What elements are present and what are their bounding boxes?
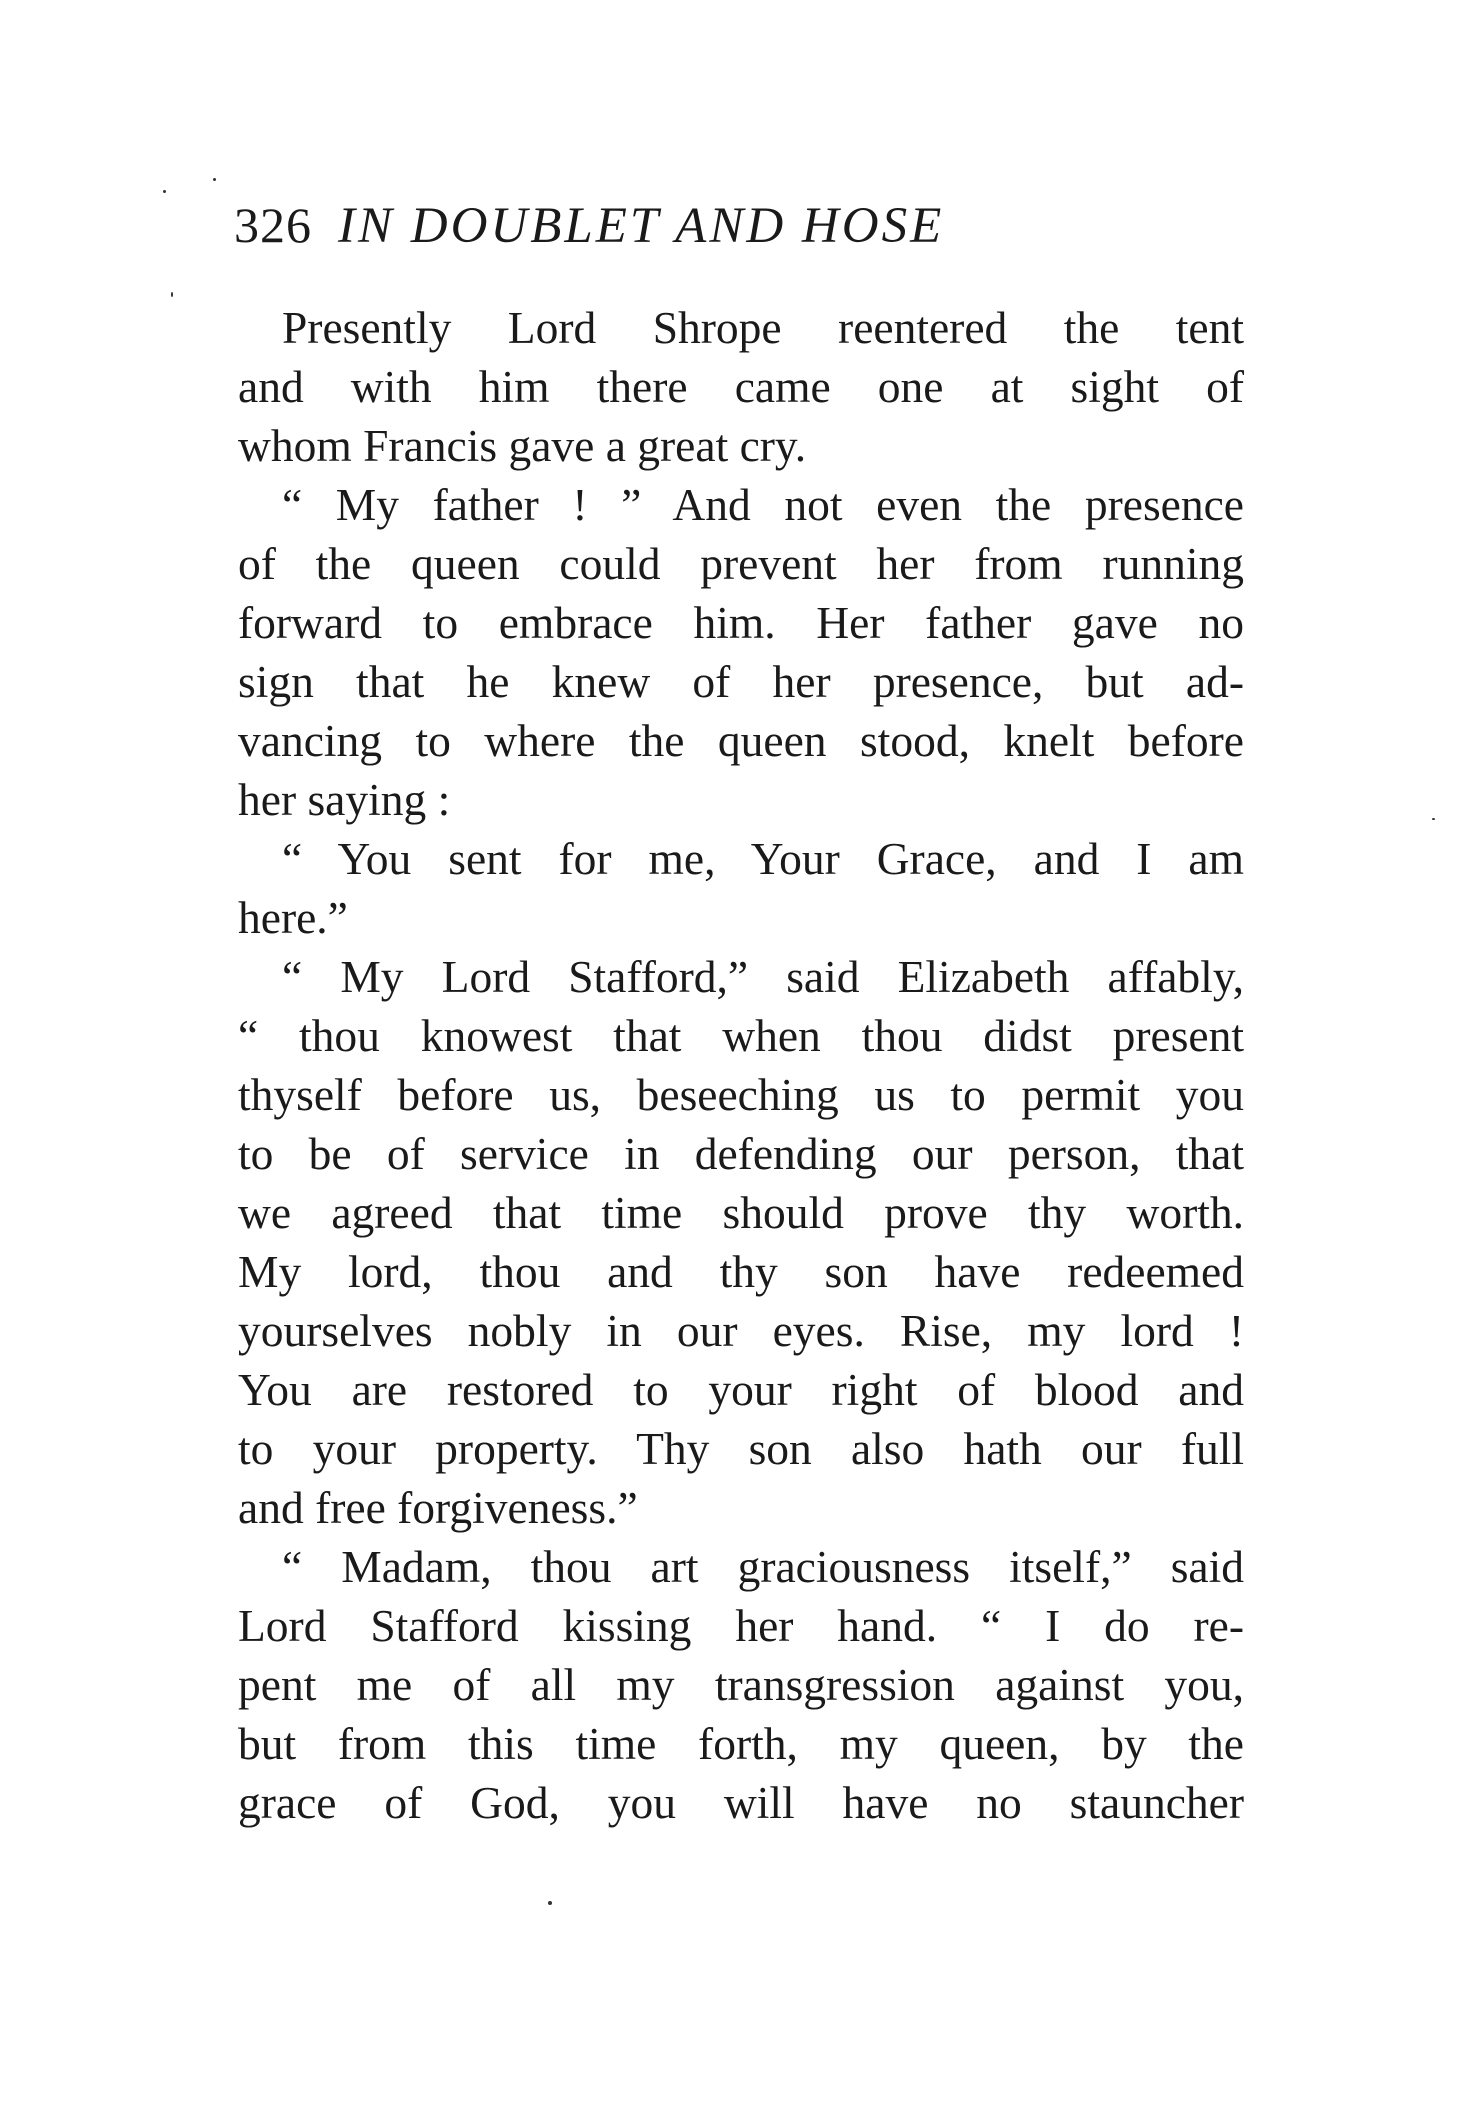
text-line: “ You sent for me, Your Grace, and I am bbox=[282, 833, 1244, 884]
text-line: “ My Lord Stafford,” said Elizabeth affably, bbox=[282, 951, 1244, 1002]
scan-speck bbox=[213, 178, 216, 181]
page-header bbox=[234, 196, 1244, 266]
body-text bbox=[238, 298, 1244, 1832]
text-line: whom Francis gave a great cry. bbox=[238, 420, 807, 471]
running-head: IN DOUBLET AND HOSE bbox=[338, 198, 945, 254]
text-line: Presently Lord Shrope reentered the tent bbox=[282, 302, 1244, 353]
text-line: forward to embrace him. Her father gave no bbox=[238, 597, 1244, 648]
text-line: we agreed that time should prove thy worth. bbox=[238, 1187, 1244, 1238]
page-number: 326 bbox=[234, 197, 312, 253]
text-line: pent me of all my transgression against you, bbox=[238, 1659, 1244, 1710]
text-line: “ thou knowest that when thou didst present bbox=[238, 1010, 1244, 1061]
text-line: and with him there came one at sight of bbox=[238, 361, 1244, 412]
scan-speck bbox=[1432, 818, 1435, 820]
text-line: to be of service in defending our person, that bbox=[238, 1128, 1244, 1179]
text-line: “ My father ! ” And not even the presence bbox=[282, 479, 1244, 530]
scan-speck bbox=[163, 190, 166, 193]
scan-speck bbox=[171, 292, 173, 297]
text-line: grace of God, you will have no stauncher bbox=[238, 1777, 1244, 1828]
text-line: of the queen could prevent her from running bbox=[238, 538, 1244, 589]
text-line: Lord Stafford kissing her hand. “ I do re- bbox=[238, 1600, 1244, 1651]
text-line: and free forgiveness.” bbox=[238, 1482, 638, 1533]
text-line: “ Madam, thou art graciousness itself,” said bbox=[282, 1541, 1244, 1592]
text-line: vancing to where the queen stood, knelt before bbox=[238, 715, 1244, 766]
text-line: thyself before us, beseeching us to permit you bbox=[238, 1069, 1244, 1120]
text-line: My lord, thou and thy son have redeemed bbox=[238, 1246, 1244, 1297]
text-line: her saying : bbox=[238, 774, 451, 825]
scan-speck bbox=[548, 1901, 552, 1905]
text-line: yourselves nobly in our eyes. Rise, my lord ! bbox=[238, 1305, 1244, 1356]
text-line: sign that he knew of her presence, but ad- bbox=[238, 656, 1244, 707]
text-line: to your property. Thy son also hath our full bbox=[238, 1423, 1244, 1474]
text-line: here.” bbox=[238, 892, 348, 943]
text-line: You are restored to your right of blood and bbox=[238, 1364, 1244, 1415]
text-line: but from this time forth, my queen, by the bbox=[238, 1718, 1244, 1769]
